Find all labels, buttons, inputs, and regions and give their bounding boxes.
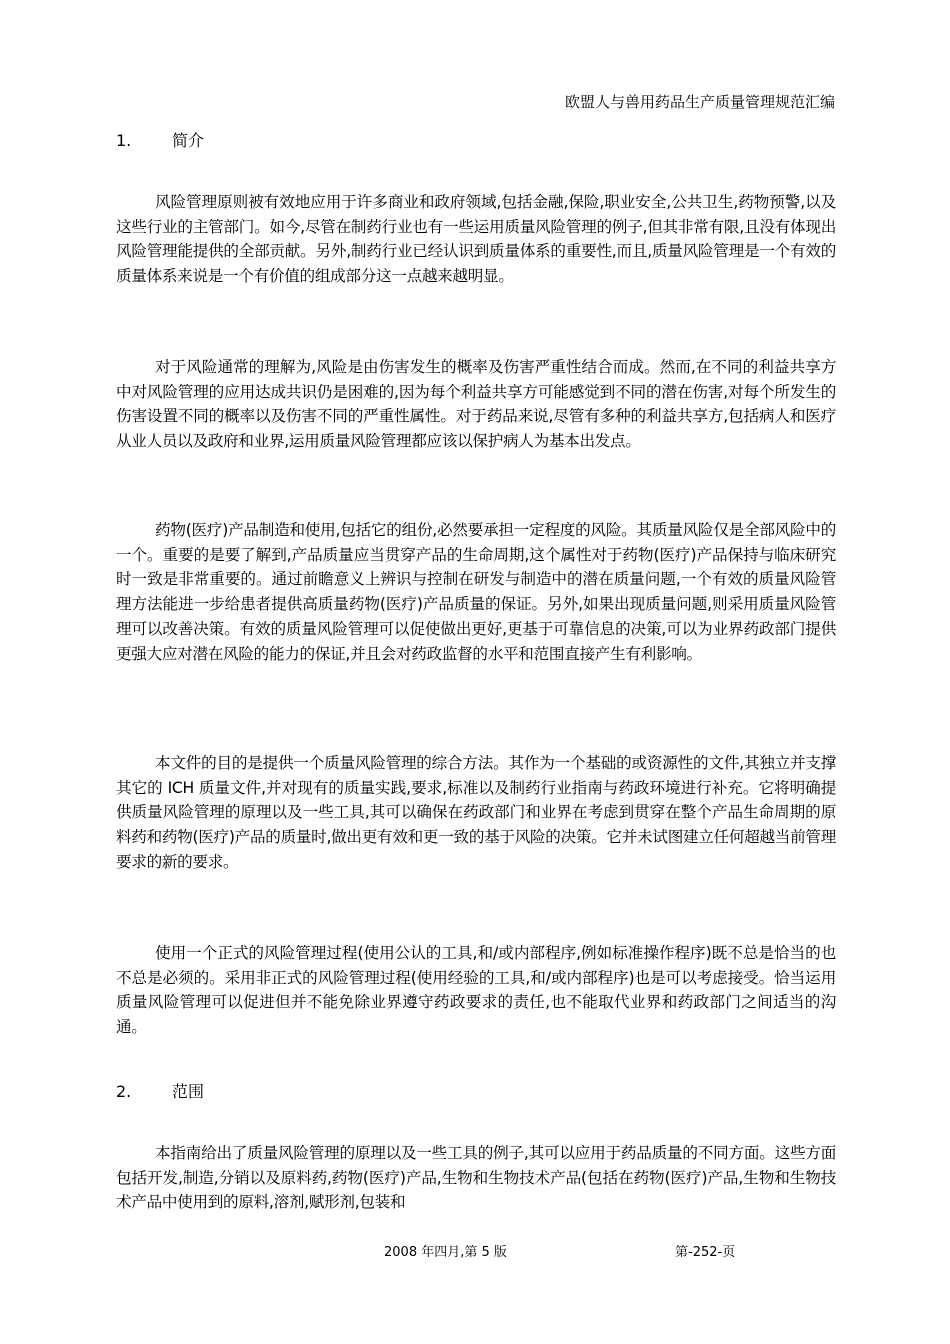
paragraph: 本指南给出了质量风险管理的原理以及一些工具的例子,其可以应用于药品质量的不同方面。这些方面包括开发,制造,分销以及原料药,药物(医疗)产品,生物和生物技术产品(包括在药物(医疗)产品,生物和生物技术产品中使用到的原料,溶剂,赋形剂,包装和	[116, 1144, 836, 1212]
paragraph: 对于风险通常的理解为,风险是由伤害发生的概率及伤害严重性结合而成。然而,在不同的利益共享方中对风险管理的应用达成共识仍是困难的,因为每个利益共享方可能感觉到不同的潜在伤害,对每个所发生的伤害设置不同的概率以及伤害不同的严重性属性。对于药品来说,尽管有多种的利益共享方,包括病人和医疗从业人员以及政府和业界,运用质量风险管理都应该以保护病人为基本出发点。	[116, 358, 836, 451]
paragraph: 风险管理原则被有效地应用于许多商业和政府领域,包括金融,保险,职业安全,公共卫生,药物预警,以及这些行业的主管部门。如今,尽管在制药行业也有一些运用质量风险管理的例子,但其非常有限,且没有体现出风险管理能提供的全部贡献。另外,制药行业已经认识到质量体系的重要性,而且,质量风险管理是一个有效的质量体系来说是一个有价值的组成部分这一点越来越明显。	[116, 193, 836, 286]
section-title: 范围	[172, 1082, 205, 1101]
section-heading-introduction	[116, 130, 204, 152]
footer-edition: 2008 年四月,第 5 版	[384, 1245, 507, 1260]
section-number: 2.	[116, 1082, 132, 1101]
section-number: 1.	[116, 131, 132, 150]
paragraph: 使用一个正式的风险管理过程(使用公认的工具,和/或内部程序,例如标准操作程序)既不总是恰当的也不总是必须的。采用非正式的风险管理过程(使用经验的工具,和/或内部程序)也是可以考虑接受。恰当运用质量风险管理可以促进但并不能免除业界遵守药政要求的责任,也不能取代业界和药政部门之间适当的沟通。	[116, 944, 836, 1037]
section-title: 简介	[172, 131, 205, 150]
running-header: 欧盟人与兽用药品生产质量管理规范汇编	[564, 93, 835, 111]
section-heading-scope	[116, 1081, 204, 1103]
paragraph: 药物(医疗)产品制造和使用,包括它的组份,必然要承担一定程度的风险。其质量风险仅是全部风险中的一个。重要的是要了解到,产品质量应当贯穿产品的生命周期,这个属性对于药物(医疗)产品保持与临床研究时一致是非常重要的。通过前瞻意义上辨识与控制在研发与制造中的潜在质量问题,一个有效的质量风险管理方法能进一步给患者提供高质量药物(医疗)产品质量的保证。另外,如果出现质量问题,则采用质量风险管理可以改善决策。有效的质量风险管理可以促使做出更好,更基于可靠信息的决策,可以为业界药政部门提供更强大应对潜在风险的能力的保证,并且会对药政监督的水平和范围直接产生有利影响。	[116, 521, 836, 663]
paragraph: 本文件的目的是提供一个质量风险管理的综合方法。其作为一个基础的或资源性的文件,其独立并支撑其它的 ICH 质量文件,并对现有的质量实践,要求,标准以及制药行业指南与药政环境进行补充。它将明确提供质量风险管理的原理以及一些工具,其可以确保在药政部门和业界在考虑到贯穿在整个产品生命周期的原料药和药物(医疗)产品的质量时,做出更有效和更一致的基于风险的决策。它并未试图建立任何超越当前管理要求的新的要求。	[116, 754, 836, 871]
footer-page-number: 第-252-页	[675, 1245, 736, 1260]
